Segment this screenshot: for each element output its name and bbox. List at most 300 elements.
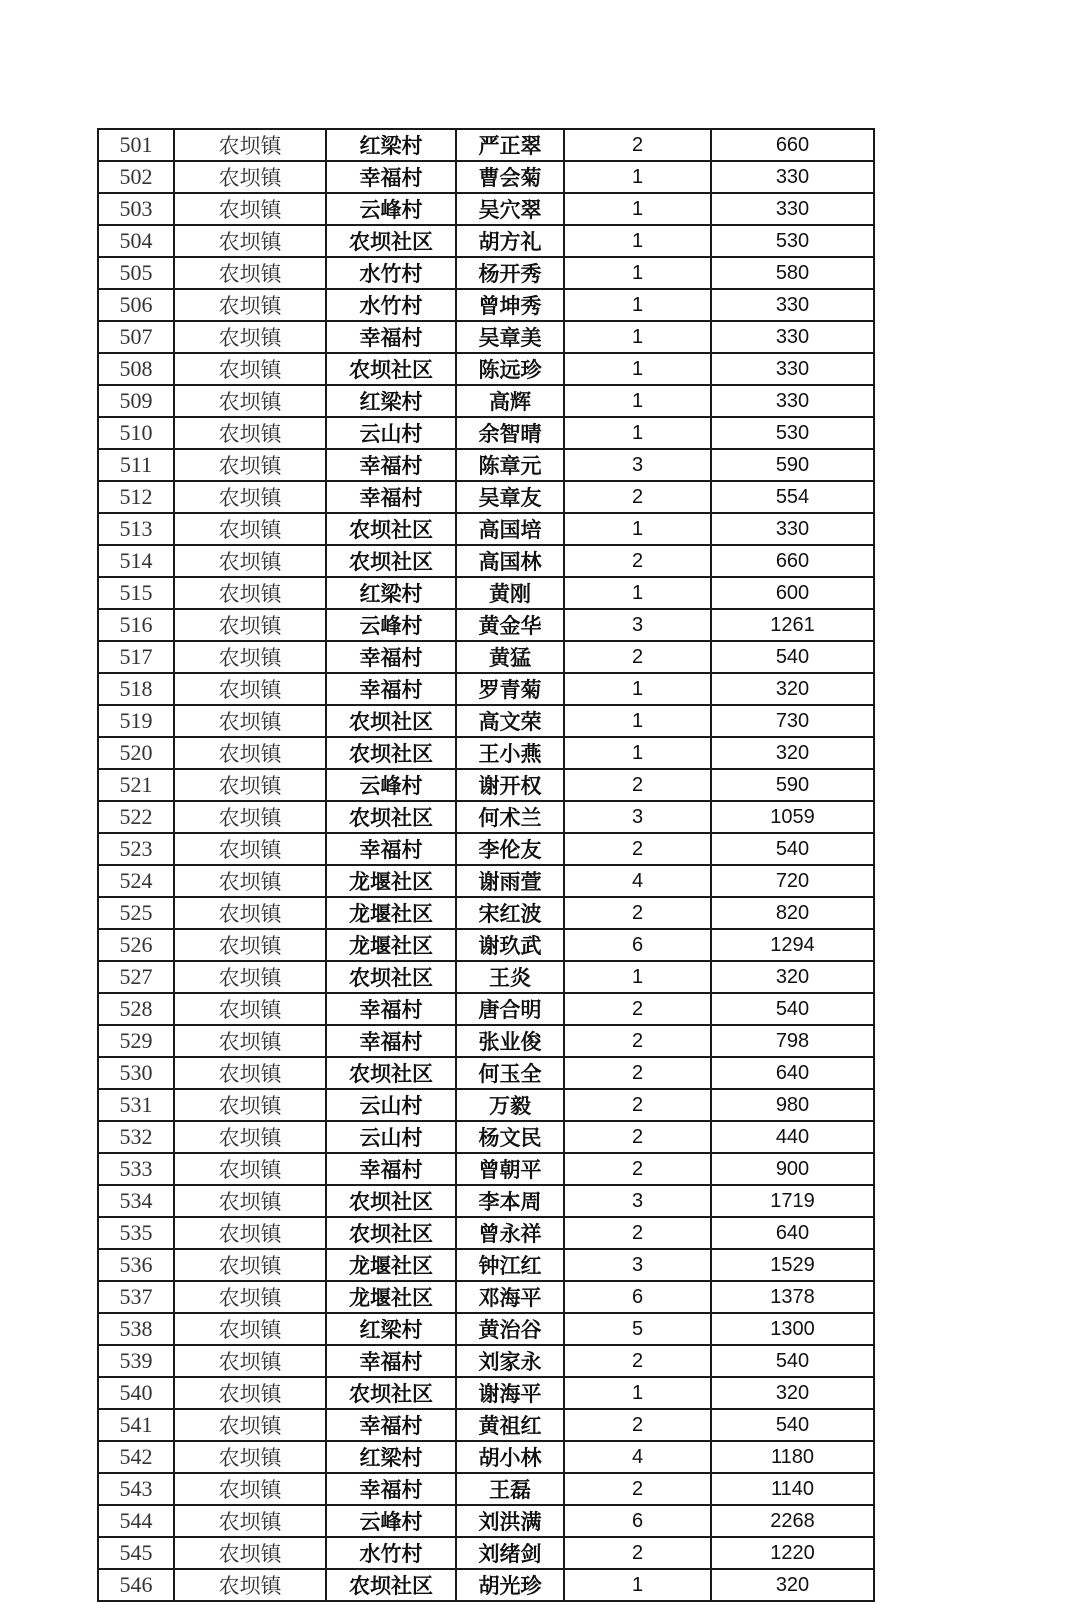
table-row [98,609,874,641]
cell-town: 农坝镇 [174,1441,326,1473]
cell-count: 1 [564,225,711,257]
cell-village: 云峰村 [326,769,456,801]
cell-count: 2 [564,481,711,513]
cell-village: 龙堰社区 [326,1249,456,1281]
cell-person-name: 曾永祥 [456,1217,564,1249]
cell-serial-number: 506 [98,289,174,321]
table-row [98,385,874,417]
cell-town: 农坝镇 [174,801,326,833]
cell-amount: 730 [711,705,874,737]
cell-village: 云山村 [326,417,456,449]
cell-serial-number: 509 [98,385,174,417]
cell-person-name: 高文荣 [456,705,564,737]
cell-town: 农坝镇 [174,1217,326,1249]
table-row [98,1473,874,1505]
cell-count: 1 [564,321,711,353]
cell-village: 农坝社区 [326,513,456,545]
cell-count: 2 [564,1473,711,1505]
cell-amount: 1180 [711,1441,874,1473]
cell-amount: 600 [711,577,874,609]
cell-serial-number: 501 [98,129,174,161]
cell-town: 农坝镇 [174,577,326,609]
cell-person-name: 杨文民 [456,1121,564,1153]
cell-count: 1 [564,161,711,193]
table-row [98,1025,874,1057]
cell-person-name: 曾朝平 [456,1153,564,1185]
cell-amount: 798 [711,1025,874,1057]
cell-village: 农坝社区 [326,225,456,257]
cell-amount: 320 [711,737,874,769]
cell-serial-number: 534 [98,1185,174,1217]
cell-count: 4 [564,1441,711,1473]
cell-count: 1 [564,1377,711,1409]
cell-town: 农坝镇 [174,257,326,289]
cell-serial-number: 526 [98,929,174,961]
cell-town: 农坝镇 [174,961,326,993]
table-row [98,769,874,801]
cell-town: 农坝镇 [174,1569,326,1601]
cell-person-name: 高国林 [456,545,564,577]
cell-count: 2 [564,1217,711,1249]
cell-village: 幸福村 [326,1153,456,1185]
cell-serial-number: 543 [98,1473,174,1505]
cell-village: 幸福村 [326,1025,456,1057]
cell-person-name: 王炎 [456,961,564,993]
cell-person-name: 黄治谷 [456,1313,564,1345]
cell-amount: 1261 [711,609,874,641]
table-row [98,1121,874,1153]
cell-town: 农坝镇 [174,641,326,673]
cell-town: 农坝镇 [174,545,326,577]
cell-amount: 1220 [711,1537,874,1569]
cell-serial-number: 511 [98,449,174,481]
cell-serial-number: 522 [98,801,174,833]
cell-person-name: 陈章元 [456,449,564,481]
cell-amount: 540 [711,1409,874,1441]
cell-serial-number: 529 [98,1025,174,1057]
cell-amount: 530 [711,417,874,449]
cell-amount: 820 [711,897,874,929]
cell-serial-number: 504 [98,225,174,257]
cell-village: 幸福村 [326,1409,456,1441]
cell-count: 2 [564,1537,711,1569]
cell-serial-number: 542 [98,1441,174,1473]
cell-town: 农坝镇 [174,321,326,353]
cell-serial-number: 537 [98,1281,174,1313]
cell-person-name: 刘家永 [456,1345,564,1377]
cell-serial-number: 510 [98,417,174,449]
cell-count: 1 [564,577,711,609]
table-row [98,1089,874,1121]
cell-amount: 330 [711,353,874,385]
cell-town: 农坝镇 [174,929,326,961]
cell-town: 农坝镇 [174,1153,326,1185]
cell-serial-number: 524 [98,865,174,897]
cell-count: 6 [564,1281,711,1313]
cell-town: 农坝镇 [174,161,326,193]
cell-village: 幸福村 [326,641,456,673]
cell-town: 农坝镇 [174,737,326,769]
cell-village: 云峰村 [326,609,456,641]
cell-town: 农坝镇 [174,1249,326,1281]
cell-village: 红梁村 [326,1441,456,1473]
cell-serial-number: 528 [98,993,174,1025]
cell-count: 1 [564,417,711,449]
cell-village: 农坝社区 [326,1217,456,1249]
table-row [98,865,874,897]
cell-amount: 980 [711,1089,874,1121]
cell-amount: 540 [711,833,874,865]
table-row [98,577,874,609]
cell-amount: 440 [711,1121,874,1153]
cell-person-name: 曹会菊 [456,161,564,193]
cell-count: 1 [564,289,711,321]
cell-person-name: 谢海平 [456,1377,564,1409]
cell-person-name: 谢玖武 [456,929,564,961]
cell-amount: 1294 [711,929,874,961]
cell-serial-number: 523 [98,833,174,865]
cell-serial-number: 518 [98,673,174,705]
cell-serial-number: 502 [98,161,174,193]
cell-amount: 540 [711,1345,874,1377]
cell-serial-number: 533 [98,1153,174,1185]
cell-count: 2 [564,129,711,161]
cell-count: 2 [564,833,711,865]
cell-person-name: 何术兰 [456,801,564,833]
cell-town: 农坝镇 [174,225,326,257]
table-row [98,545,874,577]
table-row [98,353,874,385]
cell-town: 农坝镇 [174,1281,326,1313]
cell-serial-number: 536 [98,1249,174,1281]
cell-serial-number: 505 [98,257,174,289]
cell-town: 农坝镇 [174,1377,326,1409]
cell-amount: 900 [711,1153,874,1185]
cell-person-name: 陈远珍 [456,353,564,385]
cell-village: 水竹村 [326,257,456,289]
cell-person-name: 谢开权 [456,769,564,801]
cell-count: 2 [564,1121,711,1153]
cell-person-name: 吴穴翠 [456,193,564,225]
table-row [98,417,874,449]
cell-count: 2 [564,1409,711,1441]
cell-town: 农坝镇 [174,193,326,225]
table-row [98,449,874,481]
cell-serial-number: 517 [98,641,174,673]
cell-town: 农坝镇 [174,1313,326,1345]
cell-person-name: 高国培 [456,513,564,545]
cell-town: 农坝镇 [174,897,326,929]
cell-amount: 590 [711,769,874,801]
table-row [98,1441,874,1473]
table-row [98,1153,874,1185]
table-row [98,961,874,993]
cell-serial-number: 541 [98,1409,174,1441]
cell-serial-number: 520 [98,737,174,769]
cell-count: 3 [564,1249,711,1281]
cell-person-name: 高辉 [456,385,564,417]
cell-serial-number: 527 [98,961,174,993]
table-row [98,833,874,865]
cell-amount: 330 [711,161,874,193]
cell-village: 农坝社区 [326,353,456,385]
cell-amount: 320 [711,961,874,993]
cell-town: 农坝镇 [174,513,326,545]
cell-count: 5 [564,1313,711,1345]
cell-town: 农坝镇 [174,481,326,513]
cell-village: 云山村 [326,1089,456,1121]
cell-serial-number: 531 [98,1089,174,1121]
cell-serial-number: 540 [98,1377,174,1409]
cell-serial-number: 512 [98,481,174,513]
cell-count: 2 [564,1345,711,1377]
cell-person-name: 吴章友 [456,481,564,513]
cell-count: 1 [564,257,711,289]
cell-village: 农坝社区 [326,801,456,833]
table-row [98,193,874,225]
cell-town: 农坝镇 [174,1089,326,1121]
cell-person-name: 余智晴 [456,417,564,449]
cell-count: 1 [564,1569,711,1601]
table-row [98,1249,874,1281]
cell-town: 农坝镇 [174,1185,326,1217]
cell-village: 红梁村 [326,1313,456,1345]
cell-person-name: 李伦友 [456,833,564,865]
table-row [98,641,874,673]
cell-count: 2 [564,897,711,929]
cell-amount: 320 [711,1377,874,1409]
cell-town: 农坝镇 [174,705,326,737]
cell-count: 6 [564,1505,711,1537]
cell-town: 农坝镇 [174,1473,326,1505]
cell-amount: 1378 [711,1281,874,1313]
table-row [98,897,874,929]
cell-serial-number: 539 [98,1345,174,1377]
cell-amount: 330 [711,289,874,321]
cell-village: 农坝社区 [326,1569,456,1601]
cell-village: 幸福村 [326,1345,456,1377]
cell-town: 农坝镇 [174,609,326,641]
cell-town: 农坝镇 [174,353,326,385]
table-row [98,1377,874,1409]
cell-town: 农坝镇 [174,865,326,897]
cell-person-name: 刘洪满 [456,1505,564,1537]
cell-amount: 660 [711,545,874,577]
cell-count: 1 [564,673,711,705]
cell-person-name: 胡方礼 [456,225,564,257]
cell-count: 2 [564,1153,711,1185]
cell-amount: 590 [711,449,874,481]
cell-village: 农坝社区 [326,1185,456,1217]
cell-person-name: 谢雨萱 [456,865,564,897]
cell-person-name: 邓海平 [456,1281,564,1313]
cell-amount: 1529 [711,1249,874,1281]
cell-person-name: 何玉全 [456,1057,564,1089]
cell-amount: 330 [711,385,874,417]
table-row [98,705,874,737]
cell-count: 3 [564,609,711,641]
table-row [98,1345,874,1377]
cell-village: 农坝社区 [326,1377,456,1409]
table-row [98,1569,874,1601]
cell-village: 红梁村 [326,577,456,609]
cell-person-name: 唐合明 [456,993,564,1025]
cell-serial-number: 546 [98,1569,174,1601]
table-row [98,513,874,545]
cell-village: 农坝社区 [326,705,456,737]
cell-amount: 2268 [711,1505,874,1537]
cell-town: 农坝镇 [174,289,326,321]
cell-village: 农坝社区 [326,961,456,993]
cell-person-name: 胡光珍 [456,1569,564,1601]
cell-serial-number: 521 [98,769,174,801]
cell-village: 幸福村 [326,321,456,353]
cell-amount: 1719 [711,1185,874,1217]
cell-village: 龙堰社区 [326,929,456,961]
cell-person-name: 钟江红 [456,1249,564,1281]
cell-amount: 320 [711,1569,874,1601]
cell-count: 1 [564,737,711,769]
cell-village: 幸福村 [326,161,456,193]
cell-serial-number: 516 [98,609,174,641]
cell-serial-number: 513 [98,513,174,545]
cell-count: 3 [564,449,711,481]
cell-count: 4 [564,865,711,897]
cell-serial-number: 525 [98,897,174,929]
cell-amount: 554 [711,481,874,513]
cell-town: 农坝镇 [174,1121,326,1153]
table-row [98,321,874,353]
cell-count: 2 [564,1057,711,1089]
cell-amount: 720 [711,865,874,897]
cell-amount: 1059 [711,801,874,833]
table-row [98,673,874,705]
cell-village: 龙堰社区 [326,1281,456,1313]
table-row [98,737,874,769]
table-row [98,1217,874,1249]
cell-count: 6 [564,929,711,961]
cell-count: 1 [564,961,711,993]
cell-village: 幸福村 [326,449,456,481]
cell-village: 龙堰社区 [326,865,456,897]
cell-village: 云峰村 [326,193,456,225]
cell-village: 幸福村 [326,673,456,705]
cell-village: 云山村 [326,1121,456,1153]
cell-town: 农坝镇 [174,1057,326,1089]
cell-count: 2 [564,993,711,1025]
cell-person-name: 张业俊 [456,1025,564,1057]
cell-village: 幸福村 [326,833,456,865]
cell-amount: 530 [711,225,874,257]
table-row [98,1409,874,1441]
cell-village: 幸福村 [326,1473,456,1505]
cell-person-name: 刘绪剑 [456,1537,564,1569]
cell-serial-number: 519 [98,705,174,737]
cell-town: 农坝镇 [174,1537,326,1569]
cell-person-name: 王磊 [456,1473,564,1505]
cell-serial-number: 507 [98,321,174,353]
table-row [98,225,874,257]
cell-serial-number: 544 [98,1505,174,1537]
table-row [98,257,874,289]
cell-serial-number: 503 [98,193,174,225]
cell-count: 2 [564,641,711,673]
cell-amount: 640 [711,1057,874,1089]
table-row [98,129,874,161]
cell-village: 农坝社区 [326,737,456,769]
cell-town: 农坝镇 [174,1409,326,1441]
cell-person-name: 王小燕 [456,737,564,769]
cell-town: 农坝镇 [174,417,326,449]
cell-village: 幸福村 [326,481,456,513]
cell-amount: 660 [711,129,874,161]
cell-count: 2 [564,769,711,801]
cell-person-name: 万毅 [456,1089,564,1121]
cell-serial-number: 515 [98,577,174,609]
cell-amount: 330 [711,193,874,225]
cell-person-name: 罗青菊 [456,673,564,705]
cell-village: 红梁村 [326,129,456,161]
cell-serial-number: 508 [98,353,174,385]
table-row [98,1185,874,1217]
cell-village: 龙堰社区 [326,897,456,929]
cell-amount: 330 [711,513,874,545]
cell-count: 1 [564,513,711,545]
cell-serial-number: 530 [98,1057,174,1089]
table-row [98,801,874,833]
cell-person-name: 黄猛 [456,641,564,673]
cell-amount: 320 [711,673,874,705]
cell-village: 云峰村 [326,1505,456,1537]
cell-amount: 540 [711,641,874,673]
table-row [98,289,874,321]
cell-village: 水竹村 [326,289,456,321]
cell-town: 农坝镇 [174,833,326,865]
cell-amount: 540 [711,993,874,1025]
cell-village: 红梁村 [326,385,456,417]
cell-person-name: 吴章美 [456,321,564,353]
cell-count: 2 [564,1089,711,1121]
table-row [98,993,874,1025]
cell-town: 农坝镇 [174,1505,326,1537]
cell-town: 农坝镇 [174,993,326,1025]
cell-town: 农坝镇 [174,673,326,705]
table-row [98,481,874,513]
cell-count: 3 [564,801,711,833]
cell-amount: 1300 [711,1313,874,1345]
cell-town: 农坝镇 [174,129,326,161]
table-row [98,1537,874,1569]
table-row [98,1313,874,1345]
cell-person-name: 宋红波 [456,897,564,929]
cell-town: 农坝镇 [174,449,326,481]
cell-town: 农坝镇 [174,385,326,417]
cell-village: 农坝社区 [326,1057,456,1089]
cell-person-name: 胡小林 [456,1441,564,1473]
cell-amount: 1140 [711,1473,874,1505]
table-row [98,161,874,193]
cell-count: 1 [564,193,711,225]
cell-town: 农坝镇 [174,1025,326,1057]
cell-count: 2 [564,1025,711,1057]
cell-serial-number: 538 [98,1313,174,1345]
cell-count: 1 [564,705,711,737]
table-row [98,1057,874,1089]
cell-person-name: 李本周 [456,1185,564,1217]
cell-count: 1 [564,353,711,385]
cell-amount: 580 [711,257,874,289]
table-row [98,1505,874,1537]
